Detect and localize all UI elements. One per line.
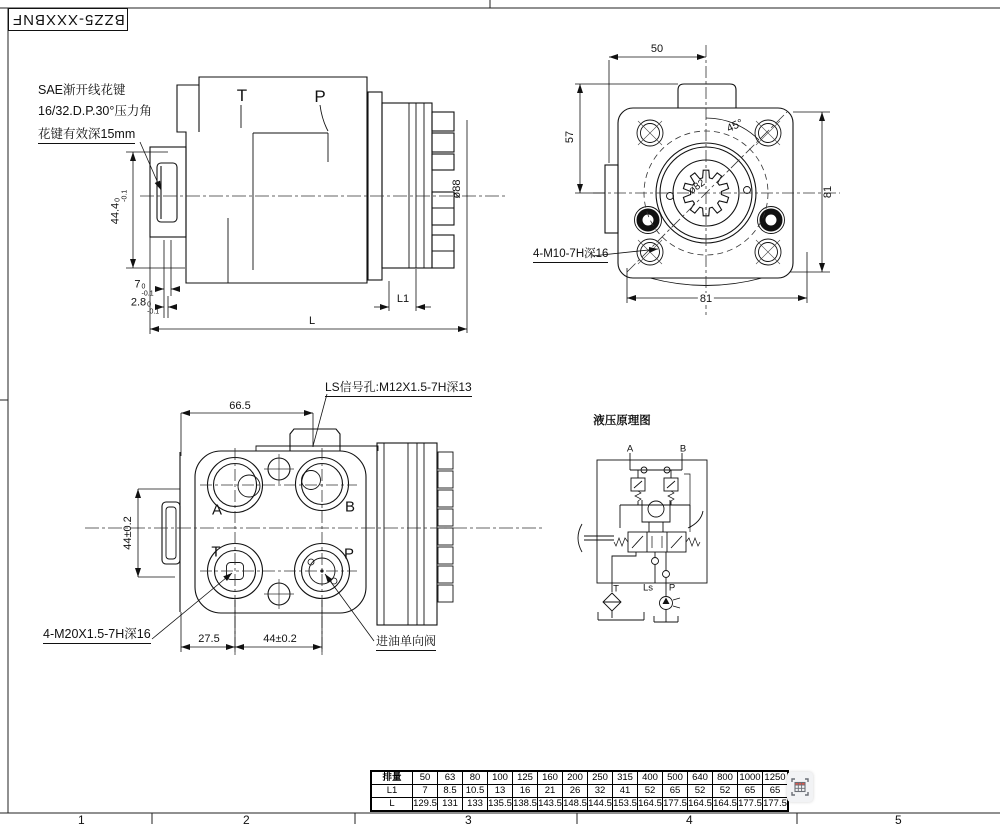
value-cell: 8.5 (438, 785, 463, 798)
value-cell: 148.5 (563, 798, 587, 809)
value-cell: 500 (663, 771, 688, 785)
port-a-label: A (211, 501, 223, 519)
value-cell: 129.5 (413, 798, 437, 809)
spline-note-line2: 16/32.D.P.30°压力角 (38, 104, 152, 118)
value-cell: 143.5 (538, 798, 562, 809)
side-view (150, 77, 454, 283)
value-cell: 52 (713, 785, 738, 798)
row-label-cell: L1 (371, 785, 413, 798)
port-t-label: T (211, 543, 221, 561)
value-cell: 80 (463, 771, 488, 785)
value-cell: 10.5 (463, 785, 488, 798)
value-cell: 32 (588, 785, 613, 798)
value-cell: 65 (663, 785, 688, 798)
dim-step-7: 7 0 -0.1 (134, 278, 154, 297)
side-port-t-label: T (236, 86, 248, 105)
dim-57-label: 57 (564, 130, 576, 144)
hydraulic-schematic (578, 453, 707, 622)
side-port-p-label: P (314, 87, 326, 106)
title-block (8, 8, 128, 31)
dim-66-5-label: 66.5 (229, 400, 251, 412)
value-cell: 164.5 (713, 798, 737, 809)
value-cell: 315 (613, 771, 638, 785)
end-view-bolt-note: 4-M10-7H深16 (533, 245, 608, 263)
value-cell: 138.5 (513, 798, 537, 809)
port-b-label: B (344, 498, 356, 516)
value-cell: 125 (513, 771, 538, 785)
zone-number: 5 (895, 813, 902, 824)
ls-port-note: LS信号孔:M12X1.5-7H深13 (325, 378, 472, 397)
value-cell: 131 (438, 798, 463, 812)
spec-table (370, 770, 789, 812)
value-cell: 164.5 (688, 798, 712, 809)
value-cell: 153.5 (613, 798, 637, 809)
dim-81-bottom-label: 81 (699, 293, 713, 305)
value-cell: 100 (488, 771, 513, 785)
value-cell: 164.5 (638, 798, 662, 809)
value-cell: 65 (738, 785, 763, 798)
port-view-bolt-note: 4-M20X1.5-7H深16 (43, 624, 151, 644)
value-cell: 144.5 (588, 798, 612, 809)
value-cell: 50 (413, 771, 438, 785)
spec-table-row (371, 771, 788, 785)
row-label-cell: L (371, 798, 413, 812)
zone-number: 1 (78, 813, 85, 824)
schematic-title: 液压原理图 (593, 415, 651, 427)
schematic-a-label: A (626, 443, 634, 455)
dim-l-label: L (308, 315, 316, 327)
zone-number: 2 (243, 813, 250, 824)
value-cell: 135.5 (488, 798, 512, 809)
dim-45deg-label: 45° (724, 117, 746, 135)
value-cell: 52 (638, 785, 663, 798)
value-cell: 133 (463, 798, 488, 812)
schematic-t-label: T (613, 583, 619, 595)
dim-44-left-label: 44±0.2 (122, 516, 134, 550)
value-cell: 16 (513, 785, 538, 798)
dim-81-right-label: 81 (822, 185, 834, 199)
value-cell: 21 (538, 785, 563, 798)
value-cell: 800 (713, 771, 738, 785)
spline-note-line1: SAE渐开线花键 (38, 83, 126, 97)
drawing-code: BZZ5-XXXBNF (11, 11, 125, 28)
dim-bore-82-label: ø82 (686, 177, 708, 197)
value-cell: 400 (638, 771, 663, 785)
schematic-b-label: B (679, 443, 687, 455)
port-p-label: P (343, 545, 355, 563)
value-cell: 26 (563, 785, 588, 798)
value-cell: 1000 (739, 772, 761, 783)
table-grid-icon (790, 777, 810, 797)
value-cell: 640 (688, 771, 713, 785)
value-cell: 52 (688, 785, 713, 798)
zone-number: 3 (465, 813, 472, 824)
value-cell: 7 (413, 785, 438, 798)
end-view-centerlines (593, 45, 840, 315)
schematic-ls-label: Ls (642, 582, 654, 594)
dim-50-label: 50 (650, 43, 664, 55)
value-cell: 13 (488, 785, 513, 798)
value-cell: 177.5 (663, 798, 687, 809)
value-cell: 63 (438, 771, 463, 785)
value-cell: 1250 (763, 771, 789, 785)
value-cell: 177.5 (763, 798, 787, 809)
value-cell: 250 (588, 771, 613, 785)
dim-shaft-44-4: 44.4 0 -0.1 (109, 189, 128, 225)
value-cell: 160 (538, 771, 563, 785)
spec-table-row (371, 785, 788, 798)
row-label-cell: 排量 (371, 771, 413, 785)
value-cell: 41 (613, 785, 638, 798)
value-cell: 200 (563, 771, 588, 785)
dim-44-bottom-label: 44±0.2 (263, 633, 297, 645)
spec-table-row (371, 798, 788, 812)
value-cell: 65 (763, 785, 789, 798)
schematic-p-label: P (668, 582, 676, 594)
table-extract-button[interactable] (787, 772, 813, 802)
zone-number: 4 (686, 813, 693, 824)
dim-dia88-label: ø88 (451, 179, 463, 199)
dim-l1-label: L1 (396, 293, 410, 305)
dim-27-5-label: 27.5 (198, 633, 220, 645)
port-view (162, 429, 453, 625)
spline-note-line3: 花键有效深15mm (38, 124, 135, 144)
dim-step-2-8: 2.8 0 -0.1 (130, 296, 160, 315)
value-cell: 177.5 (738, 798, 762, 809)
spec-table-body (371, 771, 788, 811)
check-valve-note: 进油单向阀 (376, 632, 436, 651)
